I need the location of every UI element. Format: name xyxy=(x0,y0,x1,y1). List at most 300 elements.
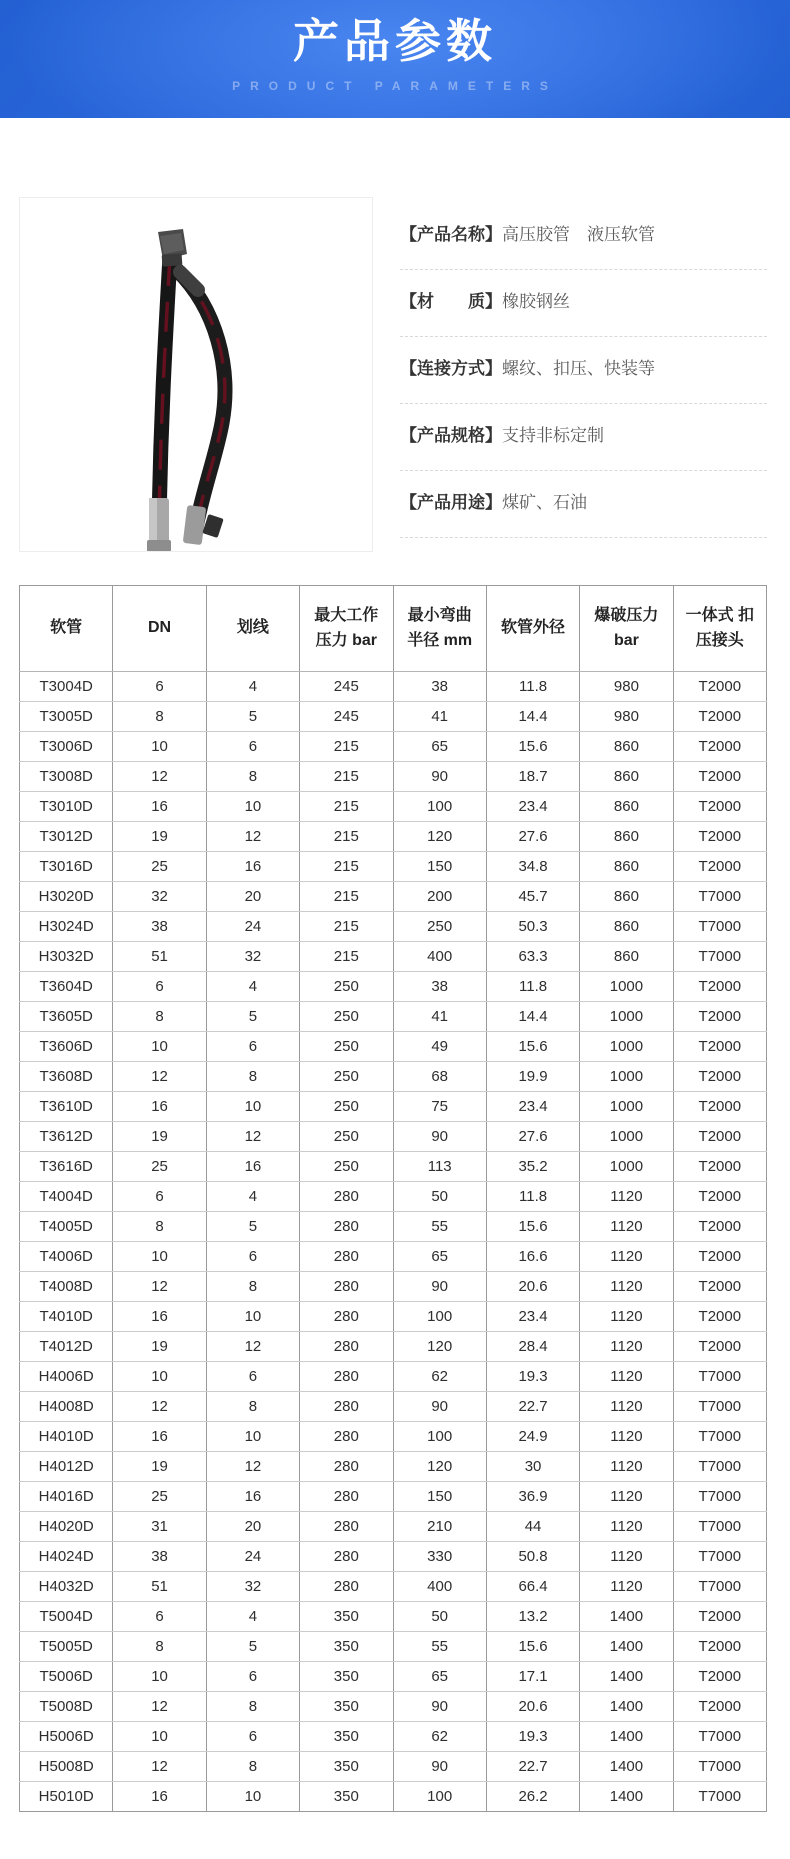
spec-cell: 100 xyxy=(393,1782,486,1812)
spec-cell: 23.4 xyxy=(486,1302,579,1332)
spec-cell: 100 xyxy=(393,792,486,822)
spec-cell: 65 xyxy=(393,1242,486,1272)
spec-cell: T2000 xyxy=(673,1182,766,1212)
spec-cell: 6 xyxy=(113,672,206,702)
spec-cell: 280 xyxy=(300,1572,393,1602)
spec-cell: 150 xyxy=(393,1482,486,1512)
spec-cell: 120 xyxy=(393,822,486,852)
table-row xyxy=(20,1182,767,1212)
spec-cell: 10 xyxy=(206,1092,299,1122)
spec-cell: 13.2 xyxy=(486,1602,579,1632)
spec-cell: 19.3 xyxy=(486,1722,579,1752)
table-row xyxy=(20,1242,767,1272)
spec-cell: 8 xyxy=(206,762,299,792)
spec-cell: 41 xyxy=(393,702,486,732)
spec-cell: 860 xyxy=(580,942,673,972)
spec-cell: 16 xyxy=(206,1482,299,1512)
spec-cell: 1400 xyxy=(580,1632,673,1662)
spec-cell: 350 xyxy=(300,1632,393,1662)
spec-cell: 12 xyxy=(206,1332,299,1362)
spec-cell: 12 xyxy=(113,1272,206,1302)
table-row xyxy=(20,1692,767,1722)
spec-cell: T2000 xyxy=(673,1632,766,1662)
spec-cell: 860 xyxy=(580,882,673,912)
spec-cell: T2000 xyxy=(673,1092,766,1122)
spec-cell: 350 xyxy=(300,1662,393,1692)
table-row xyxy=(20,1452,767,1482)
spec-cell: 250 xyxy=(300,1092,393,1122)
spec-cell: 15.6 xyxy=(486,732,579,762)
spec-cell: 215 xyxy=(300,732,393,762)
spec-cell: 250 xyxy=(300,1032,393,1062)
spec-cell: 350 xyxy=(300,1692,393,1722)
spec-cell: 280 xyxy=(300,1212,393,1242)
spec-cell: 14.4 xyxy=(486,702,579,732)
spec-cell: 860 xyxy=(580,762,673,792)
spec-cell: 55 xyxy=(393,1632,486,1662)
spec-cell: 113 xyxy=(393,1152,486,1182)
spec-cell: T3606D xyxy=(20,1032,113,1062)
table-row xyxy=(20,672,767,702)
spec-cell: 38 xyxy=(393,672,486,702)
spec-cell: 90 xyxy=(393,762,486,792)
spec-cell: T4005D xyxy=(20,1212,113,1242)
spec-cell: H4032D xyxy=(20,1572,113,1602)
spec-cell: T3004D xyxy=(20,672,113,702)
spec-cell: H4024D xyxy=(20,1542,113,1572)
spec-cell: 5 xyxy=(206,1212,299,1242)
spec-cell: 1120 xyxy=(580,1392,673,1422)
table-row xyxy=(20,882,767,912)
spec-cell: 4 xyxy=(206,1602,299,1632)
spec-cell: 6 xyxy=(206,1662,299,1692)
spec-cell: 860 xyxy=(580,822,673,852)
bottom-spacer xyxy=(19,1812,767,1829)
spec-cell: T4008D xyxy=(20,1272,113,1302)
spec-cell: 27.6 xyxy=(486,822,579,852)
spec-cell: 5 xyxy=(206,1632,299,1662)
product-detail-item xyxy=(400,203,767,270)
spec-cell: 11.8 xyxy=(486,972,579,1002)
spec-cell: 23.4 xyxy=(486,792,579,822)
spec-cell: T7000 xyxy=(673,1542,766,1572)
spec-cell: 150 xyxy=(393,852,486,882)
spec-cell: 68 xyxy=(393,1062,486,1092)
table-row xyxy=(20,1632,767,1662)
spec-cell: H4006D xyxy=(20,1362,113,1392)
spec-cell: H4008D xyxy=(20,1392,113,1422)
spec-cell: 16.6 xyxy=(486,1242,579,1272)
spec-cell: H4010D xyxy=(20,1422,113,1452)
spec-cell: 280 xyxy=(300,1182,393,1212)
spec-cell: 280 xyxy=(300,1272,393,1302)
product-detail-label: 【材 质】 xyxy=(400,292,502,312)
product-detail-item xyxy=(400,471,767,538)
spec-cell: 17.1 xyxy=(486,1662,579,1692)
spec-cell: 34.8 xyxy=(486,852,579,882)
spec-cell: 10 xyxy=(206,792,299,822)
spec-cell: 90 xyxy=(393,1122,486,1152)
table-row xyxy=(20,1002,767,1032)
spec-cell: 16 xyxy=(113,792,206,822)
table-row xyxy=(20,1392,767,1422)
spec-cell: 19 xyxy=(113,1122,206,1152)
spec-cell: 1000 xyxy=(580,1152,673,1182)
spec-cell: 1400 xyxy=(580,1722,673,1752)
spec-cell: 215 xyxy=(300,762,393,792)
spec-cell: 280 xyxy=(300,1242,393,1272)
spec-cell: T3008D xyxy=(20,762,113,792)
spec-cell: T2000 xyxy=(673,1032,766,1062)
spec-cell: 24 xyxy=(206,912,299,942)
table-row xyxy=(20,1122,767,1152)
spec-cell: T2000 xyxy=(673,1062,766,1092)
spec-cell: 1120 xyxy=(580,1242,673,1272)
spec-cell: 8 xyxy=(206,1062,299,1092)
spec-cell: 50 xyxy=(393,1182,486,1212)
spec-cell: 16 xyxy=(113,1302,206,1332)
spec-cell: 38 xyxy=(113,912,206,942)
table-row xyxy=(20,1782,767,1812)
spec-cell: 400 xyxy=(393,1572,486,1602)
spec-cell: 35.2 xyxy=(486,1152,579,1182)
spec-cell: 215 xyxy=(300,822,393,852)
spec-cell: T2000 xyxy=(673,1272,766,1302)
spec-cell: 63.3 xyxy=(486,942,579,972)
spec-cell: 6 xyxy=(206,1362,299,1392)
product-detail-item xyxy=(400,404,767,471)
spec-cell: T7000 xyxy=(673,882,766,912)
spec-cell: 10 xyxy=(113,1362,206,1392)
spec-cell: 8 xyxy=(113,702,206,732)
spec-cell: T7000 xyxy=(673,1482,766,1512)
spec-table-body xyxy=(20,672,767,1812)
spec-cell: T3010D xyxy=(20,792,113,822)
spec-col-header: 软管外径 xyxy=(486,586,579,672)
spec-cell: T3608D xyxy=(20,1062,113,1092)
spec-cell: 31 xyxy=(113,1512,206,1542)
spec-cell: T7000 xyxy=(698,1788,742,1805)
spec-cell: 65 xyxy=(393,1662,486,1692)
spec-cell: T2000 xyxy=(673,1002,766,1032)
spec-cell: 8 xyxy=(113,1212,206,1242)
spec-cell: T3612D xyxy=(20,1122,113,1152)
spec-cell: 62 xyxy=(393,1362,486,1392)
spec-table-head xyxy=(20,586,767,672)
spec-cell: 215 xyxy=(300,852,393,882)
table-row xyxy=(20,852,767,882)
spec-cell: H4020D xyxy=(20,1512,113,1542)
table-row xyxy=(20,1542,767,1572)
spec-cell: H5008D xyxy=(20,1752,113,1782)
table-row xyxy=(20,972,767,1002)
table-row xyxy=(20,1482,767,1512)
header-row xyxy=(20,586,767,672)
spec-cell: 6 xyxy=(206,1242,299,1272)
spec-cell: 90 xyxy=(393,1392,486,1422)
spec-cell: T7000 xyxy=(673,1512,766,1542)
spec-cell: 25 xyxy=(113,1482,206,1512)
table-row xyxy=(20,1662,767,1692)
spec-cell: 10 xyxy=(113,1722,206,1752)
spec-cell: 44 xyxy=(486,1512,579,1542)
spec-cell: 16 xyxy=(113,1782,206,1812)
spec-cell: T2000 xyxy=(673,1122,766,1152)
spec-cell: 12 xyxy=(113,1752,206,1782)
spec-cell: T2000 xyxy=(673,972,766,1002)
spec-cell: 350 xyxy=(300,1752,393,1782)
spec-cell: H5006D xyxy=(20,1722,113,1752)
spec-cell: 1120 xyxy=(580,1332,673,1362)
banner xyxy=(0,0,790,118)
table-row xyxy=(20,732,767,762)
spec-cell: 38 xyxy=(113,1542,206,1572)
spec-cell: 12 xyxy=(113,1692,206,1722)
spec-cell: 6 xyxy=(113,1602,206,1632)
spec-cell: T2000 xyxy=(673,1662,766,1692)
spec-cell: 330 xyxy=(393,1542,486,1572)
table-row xyxy=(20,1422,767,1452)
table-row xyxy=(20,1602,767,1632)
product-detail-value: 支持非标定制 xyxy=(502,426,604,446)
spec-cell: 32 xyxy=(206,942,299,972)
product-detail-value: 煤矿、石油 xyxy=(502,493,587,513)
spec-cell: 16 xyxy=(206,1152,299,1182)
page-title: 产品参数 xyxy=(293,15,497,67)
spec-cell: 1120 xyxy=(580,1452,673,1482)
spec-cell: 1000 xyxy=(580,1002,673,1032)
spec-cell: 4 xyxy=(206,972,299,1002)
spec-cell: 5 xyxy=(206,1002,299,1032)
spec-cell: 245 xyxy=(300,702,393,732)
product-image xyxy=(20,198,372,551)
spec-cell: T3005D xyxy=(20,702,113,732)
spec-cell: 19.9 xyxy=(486,1062,579,1092)
spec-cell: 10 xyxy=(206,1782,299,1812)
spec-cell: T5006D xyxy=(20,1662,113,1692)
spec-cell: 25 xyxy=(113,852,206,882)
table-row xyxy=(20,1512,767,1542)
spec-cell: T5005D xyxy=(20,1632,113,1662)
spec-cell: 50 xyxy=(393,1602,486,1632)
spec-cell: T2000 xyxy=(673,672,766,702)
product-detail-item xyxy=(400,337,767,404)
spec-cell: 6 xyxy=(206,1722,299,1752)
spec-cell: 22.7 xyxy=(486,1392,579,1422)
spec-cell: 36.9 xyxy=(486,1482,579,1512)
spec-cell: 12 xyxy=(113,1392,206,1422)
spec-cell: 215 xyxy=(300,912,393,942)
spec-cell: T7000 xyxy=(673,1572,766,1602)
table-row xyxy=(20,1752,767,1782)
spec-cell: H4012D xyxy=(20,1452,113,1482)
spec-col-header: 一体式 扣 压接头 xyxy=(673,586,766,672)
spec-cell: 120 xyxy=(393,1452,486,1482)
spec-cell: 8 xyxy=(206,1392,299,1422)
spec-cell: 400 xyxy=(393,942,486,972)
spec-cell: 1400 xyxy=(580,1752,673,1782)
product-details-list xyxy=(400,197,767,538)
spec-cell: T7000 xyxy=(673,1392,766,1422)
spec-cell: 27.6 xyxy=(486,1122,579,1152)
product-overview-section xyxy=(19,197,767,552)
spec-cell: H4016D xyxy=(20,1482,113,1512)
spec-cell: 280 xyxy=(300,1362,393,1392)
table-row xyxy=(20,702,767,732)
spec-cell: T3616D xyxy=(20,1152,113,1182)
spec-cell: 210 xyxy=(393,1512,486,1542)
spec-cell: 1120 xyxy=(580,1422,673,1452)
spec-cell: 1120 xyxy=(580,1302,673,1332)
product-detail-value: 橡胶钢丝 xyxy=(502,292,570,312)
spec-col-header: 最大工作 压力 bar xyxy=(300,586,393,672)
spec-cell: H5010D xyxy=(20,1782,113,1812)
table-row xyxy=(20,1572,767,1602)
spec-cell: 1000 xyxy=(580,972,673,1002)
spec-cell: 51 xyxy=(113,942,206,972)
spec-cell: T4004D xyxy=(20,1182,113,1212)
spec-cell: 24 xyxy=(206,1542,299,1572)
spec-cell: 280 xyxy=(300,1542,393,1572)
spec-cell: 55 xyxy=(393,1212,486,1242)
product-image-box xyxy=(19,197,373,552)
spec-col-header: 软管 xyxy=(20,586,113,672)
spec-cell: 1400 xyxy=(580,1692,673,1722)
spec-cell: T5004D xyxy=(20,1602,113,1632)
spec-cell: 250 xyxy=(300,1122,393,1152)
spec-cell: 23.4 xyxy=(486,1092,579,1122)
spec-cell: T7000 xyxy=(673,1752,766,1782)
product-detail-label: 【产品规格】 xyxy=(400,426,502,446)
spec-cell: T7000 xyxy=(673,1452,766,1482)
spec-cell: T2000 xyxy=(673,852,766,882)
spec-cell: T4006D xyxy=(20,1242,113,1272)
spec-cell: 19.3 xyxy=(486,1362,579,1392)
spec-cell: T2000 xyxy=(673,1152,766,1182)
table-row xyxy=(20,912,767,942)
spec-cell: T3012D xyxy=(20,822,113,852)
spec-cell: T2000 xyxy=(673,732,766,762)
spec-cell: 6 xyxy=(206,1032,299,1062)
spec-cell: 1120 xyxy=(580,1272,673,1302)
spec-cell: T2000 xyxy=(673,1692,766,1722)
spec-cell: 16 xyxy=(113,1422,206,1452)
spec-cell: 4 xyxy=(206,1182,299,1212)
spec-cell: T3006D xyxy=(20,732,113,762)
spec-cell: 18.7 xyxy=(486,762,579,792)
spec-col-header: 最小弯曲 半径 mm xyxy=(393,586,486,672)
table-row xyxy=(20,1032,767,1062)
spec-cell: 49 xyxy=(393,1032,486,1062)
spec-cell: 26.2 xyxy=(486,1782,579,1812)
spec-cell: 10 xyxy=(206,1302,299,1332)
spec-cell: T2000 xyxy=(673,702,766,732)
spec-cell: 8 xyxy=(206,1272,299,1302)
spec-cell: 280 xyxy=(300,1512,393,1542)
table-row xyxy=(20,1092,767,1122)
spec-cell: T2000 xyxy=(673,1332,766,1362)
spec-cell: 15.6 xyxy=(486,1032,579,1062)
spec-cell: 200 xyxy=(393,882,486,912)
spec-cell: 11.8 xyxy=(486,1182,579,1212)
table-row xyxy=(20,1332,767,1362)
spec-cell: T5008D xyxy=(20,1692,113,1722)
spec-cell: 8 xyxy=(206,1752,299,1782)
spec-cell: 1120 xyxy=(580,1212,673,1242)
spec-cell: 980 xyxy=(580,672,673,702)
spec-cell: 250 xyxy=(300,1062,393,1092)
spec-cell: 20 xyxy=(206,882,299,912)
spec-cell: 280 xyxy=(300,1422,393,1452)
spec-cell: 280 xyxy=(300,1482,393,1512)
spec-cell: 350 xyxy=(300,1602,393,1632)
spec-cell: 19 xyxy=(113,1332,206,1362)
spec-cell: 280 xyxy=(300,1452,393,1482)
spec-cell: 12 xyxy=(206,1122,299,1152)
spec-cell: 8 xyxy=(206,1692,299,1722)
spec-cell: H3032D xyxy=(20,942,113,972)
spec-cell: 6 xyxy=(206,732,299,762)
spec-cell: 12 xyxy=(113,1062,206,1092)
spec-cell: 350 xyxy=(300,1722,393,1752)
spec-cell: 22.7 xyxy=(486,1752,579,1782)
spec-cell: 50.8 xyxy=(486,1542,579,1572)
spec-cell: T2000 xyxy=(673,822,766,852)
spec-cell: 1120 xyxy=(580,1362,673,1392)
spec-cell: 10 xyxy=(113,1032,206,1062)
spec-cell: 20.6 xyxy=(486,1272,579,1302)
spec-cell: 90 xyxy=(393,1752,486,1782)
spec-cell: 25 xyxy=(113,1152,206,1182)
spec-cell: 6 xyxy=(113,1182,206,1212)
spec-cell: 8 xyxy=(113,1632,206,1662)
spec-cell: 245 xyxy=(300,672,393,702)
spec-cell: 100 xyxy=(393,1302,486,1332)
spec-cell: 280 xyxy=(300,1302,393,1332)
spec-cell: T2000 xyxy=(673,762,766,792)
spec-cell: 860 xyxy=(580,852,673,882)
spec-cell: 45.7 xyxy=(486,882,579,912)
product-detail-label: 【产品用途】 xyxy=(400,493,502,513)
spec-cell: 10 xyxy=(113,732,206,762)
spec-cell: 32 xyxy=(113,882,206,912)
table-row xyxy=(20,792,767,822)
spec-cell: 20 xyxy=(206,1512,299,1542)
spec-cell: 860 xyxy=(580,732,673,762)
spec-cell: 860 xyxy=(580,792,673,822)
table-row xyxy=(20,822,767,852)
table-row xyxy=(20,1062,767,1092)
product-detail-label: 【产品名称】 xyxy=(400,225,502,244)
spec-cell: H3024D xyxy=(20,912,113,942)
spec-cell: T2000 xyxy=(673,1302,766,1332)
spec-cell: 41 xyxy=(393,1002,486,1032)
spec-cell: 1120 xyxy=(580,1182,673,1212)
spec-cell: T2000 xyxy=(673,1602,766,1632)
spec-cell: 28.4 xyxy=(486,1332,579,1362)
spec-cell: T7000 xyxy=(673,912,766,942)
table-row xyxy=(20,1722,767,1752)
spec-cell: 30 xyxy=(486,1452,579,1482)
spec-cell: 12 xyxy=(206,822,299,852)
spec-cell: 120 xyxy=(393,1332,486,1362)
spec-cell: 1000 xyxy=(580,1092,673,1122)
spec-cell: 10 xyxy=(113,1242,206,1272)
spec-cell: 980 xyxy=(580,702,673,732)
spec-cell: 4 xyxy=(206,672,299,702)
table-row xyxy=(20,1152,767,1182)
table-row xyxy=(20,1362,767,1392)
